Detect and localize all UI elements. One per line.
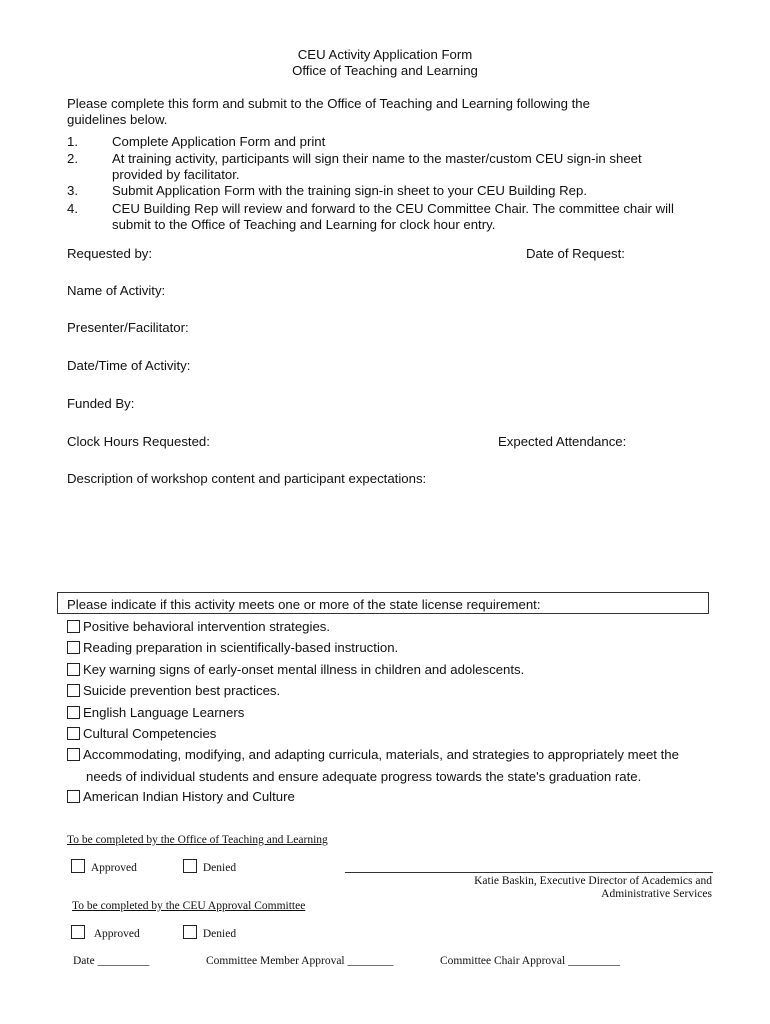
- clock-hours-label: Clock Hours Requested:: [67, 434, 210, 449]
- license-item-continuation: needs of individual students and ensure adequate progress towards the state's graduation rate.: [86, 769, 642, 784]
- committee-member-signature-field[interactable]: Committee Member Approval ________: [206, 955, 394, 967]
- license-item[interactable]: Accommodating, modifying, and adapting curricula, materials, and strategies to appropriately meet the: [67, 747, 679, 763]
- checkbox[interactable]: [71, 859, 85, 873]
- license-item[interactable]: Cultural Competencies: [67, 726, 216, 742]
- date-time-label: Date/Time of Activity:: [67, 358, 191, 373]
- checkbox[interactable]: [71, 925, 85, 939]
- checkbox[interactable]: [67, 727, 80, 740]
- step-text: Complete Application Form and print: [112, 134, 326, 149]
- activity-name-label: Name of Activity:: [67, 283, 166, 298]
- date-of-request-label: Date of Request:: [526, 246, 625, 261]
- step-text: Submit Application Form with the training sign-in sheet to your CEU Building Rep.: [112, 183, 587, 198]
- committee-chair-signature-field[interactable]: Committee Chair Approval _________: [440, 955, 620, 967]
- step-number: 1.: [67, 134, 78, 149]
- intro-line-1: Please complete this form and submit to the Office of Teaching and Learning following the: [67, 96, 590, 111]
- license-item[interactable]: Suicide prevention best practices.: [67, 683, 280, 699]
- intro-line-2: guidelines below.: [67, 112, 168, 127]
- step-text: provided by facilitator.: [112, 167, 240, 182]
- otl-section-heading: To be completed by the Office of Teaching and Learning: [67, 834, 328, 846]
- checkbox[interactable]: [67, 706, 80, 719]
- checkbox[interactable]: [183, 925, 197, 939]
- step-number: 3.: [67, 183, 78, 198]
- checkbox[interactable]: [67, 790, 80, 803]
- otl-denied-option[interactable]: Denied: [183, 859, 236, 875]
- step-text: At training activity, participants will sign their name to the master/custom CEU sign-in sheet: [112, 151, 642, 166]
- signer-name: Katie Baskin, Executive Director of Academics and: [474, 875, 712, 887]
- license-item[interactable]: Key warning signs of early-onset mental illness in children and adolescents.: [67, 662, 524, 678]
- committee-denied-option[interactable]: Denied: [183, 925, 236, 941]
- license-item[interactable]: American Indian History and Culture: [67, 789, 295, 805]
- requested-by-label: Requested by:: [67, 246, 153, 261]
- committee-section-heading: To be completed by the CEU Approval Committee: [72, 900, 306, 912]
- form-subtitle: Office of Teaching and Learning: [292, 63, 478, 78]
- checkbox[interactable]: [67, 663, 80, 676]
- committee-approved-option[interactable]: Approved: [71, 925, 140, 941]
- signer-title: Administrative Services: [601, 888, 712, 900]
- date-signature-field[interactable]: Date _________: [73, 955, 150, 967]
- description-label: Description of workshop content and participant expectations:: [67, 471, 427, 486]
- step-number: 2.: [67, 151, 78, 166]
- form-title: CEU Activity Application Form: [297, 47, 473, 62]
- otl-approved-option[interactable]: Approved: [71, 859, 137, 875]
- checkbox[interactable]: [67, 748, 80, 761]
- checkbox[interactable]: [67, 641, 80, 654]
- license-item[interactable]: English Language Learners: [67, 705, 244, 721]
- expected-attendance-label: Expected Attendance:: [498, 434, 627, 449]
- checkbox[interactable]: [67, 620, 80, 633]
- license-item[interactable]: Reading preparation in scientifically-based instruction.: [67, 640, 398, 656]
- checkbox[interactable]: [67, 684, 80, 697]
- signature-line: [345, 872, 713, 873]
- step-text: CEU Building Rep will review and forward to the CEU Committee Chair. The committee chair will: [112, 201, 674, 216]
- step-number: 4.: [67, 201, 78, 216]
- checkbox[interactable]: [183, 859, 197, 873]
- license-heading: Please indicate if this activity meets one or more of the state license requirement:: [67, 597, 541, 612]
- funded-by-label: Funded By:: [67, 396, 135, 411]
- license-item[interactable]: Positive behavioral intervention strategies.: [67, 619, 330, 635]
- step-text: submit to the Office of Teaching and Learning for clock hour entry.: [112, 217, 496, 232]
- presenter-label: Presenter/Facilitator:: [67, 320, 189, 335]
